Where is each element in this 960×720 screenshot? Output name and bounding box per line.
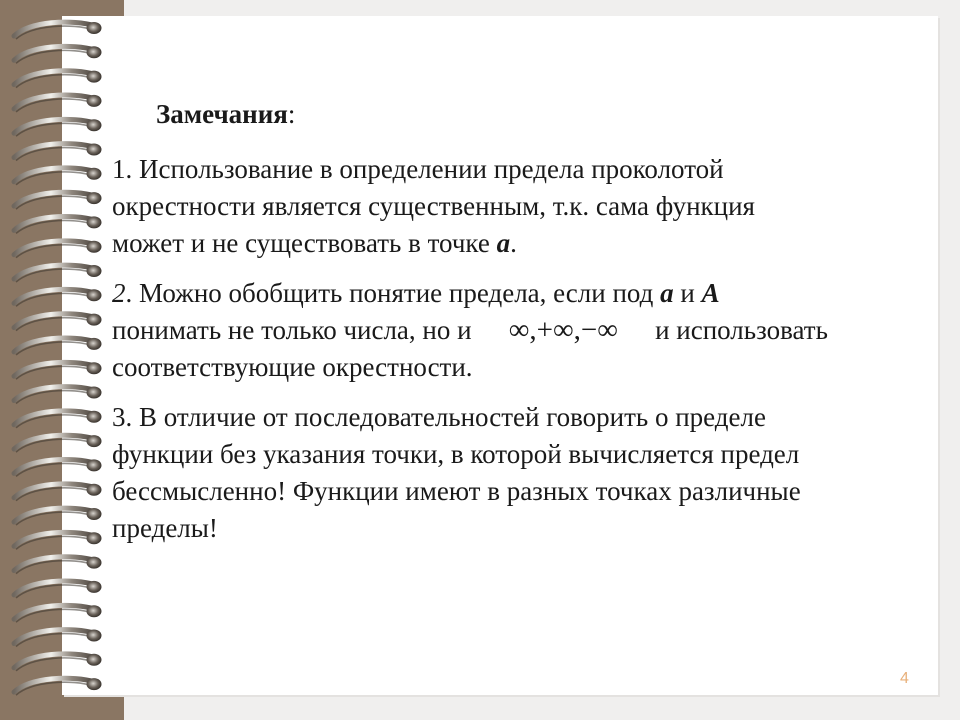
conjunction-and: и — [673, 278, 702, 308]
spiral-ring-icon — [14, 557, 102, 574]
spiral-ring-icon — [14, 241, 102, 258]
variable-A: A — [701, 278, 720, 308]
spiral-ring-icon — [14, 605, 102, 622]
remark-2-number: 2 — [112, 278, 126, 308]
remark-1-line-3 — [112, 225, 942, 262]
spiral-ring-icon — [14, 581, 102, 598]
spiral-binding-icon — [0, 0, 130, 720]
slide-content — [112, 96, 942, 560]
spiral-ring-icon — [14, 216, 102, 233]
spiral-ring-icon — [14, 630, 102, 647]
spiral-ring-icon — [14, 71, 102, 88]
variable-a: a — [496, 228, 511, 258]
spiral-ring-icon — [14, 484, 102, 501]
remark-3-line-1: 3. В отличие от последовательностей говорить о пределе — [112, 402, 766, 432]
spiral-ring-icon — [14, 265, 102, 282]
spiral-ring-icon — [14, 168, 102, 185]
spiral-ring-icon — [14, 314, 102, 331]
remark-2-line-1 — [112, 275, 942, 312]
remark-1 — [112, 151, 942, 262]
spiral-ring-icon — [14, 387, 102, 404]
spiral-ring-icon — [14, 338, 102, 355]
spiral-ring-icon — [14, 411, 102, 428]
variable-a: a — [660, 278, 674, 308]
spiral-ring-icon — [14, 289, 102, 306]
spiral-ring-icon — [14, 22, 102, 39]
remark-2-line-3: соответствующие окрестности. — [112, 352, 473, 382]
spiral-ring-icon — [14, 532, 102, 549]
remark-3-line-3: бессмысленно! Функции имеют в разных точках различные — [112, 476, 801, 506]
spiral-ring-icon — [14, 435, 102, 452]
spiral-ring-icon — [14, 192, 102, 209]
remark-3 — [112, 399, 942, 547]
remark-2-line-2 — [112, 312, 942, 349]
remark-1-line-3-text: может и не существовать в точке — [112, 228, 497, 258]
remark-3-line-4: пределы! — [112, 513, 218, 543]
infinity-expression: ∞,+∞,−∞ — [508, 314, 618, 346]
remark-1-line-1: 1. Использование в определении предела проколотой — [112, 154, 724, 184]
spiral-ring-icon — [14, 119, 102, 136]
spiral-ring-icon — [14, 95, 102, 112]
slide-title — [156, 96, 942, 133]
spiral-ring-icon — [14, 362, 102, 379]
title-colon: : — [287, 99, 296, 129]
spiral-ring-icon — [14, 459, 102, 476]
spiral-ring-icon — [14, 678, 102, 695]
page-number: 4 — [900, 670, 909, 687]
remark-2-line-2-end: и использовать — [648, 315, 828, 345]
spiral-ring-icon — [14, 144, 102, 161]
remark-2 — [112, 275, 942, 386]
spiral-ring-icon — [14, 654, 102, 671]
spiral-ring-icon — [14, 508, 102, 525]
title-text: Замечания — [156, 99, 288, 129]
remark-2-line-2-text: понимать не только числа, но и — [112, 315, 479, 345]
remark-2-line-1-text: . Можно обобщить понятие предела, если под — [125, 278, 661, 308]
remark-3-line-2: функции без указания точки, в которой вычисляется предел — [112, 439, 800, 469]
remark-1-line-2: окрестности является существенным, т.к. сама функция — [112, 191, 755, 221]
remark-1-line-3-end: . — [510, 228, 517, 258]
spiral-ring-icon — [14, 46, 102, 63]
